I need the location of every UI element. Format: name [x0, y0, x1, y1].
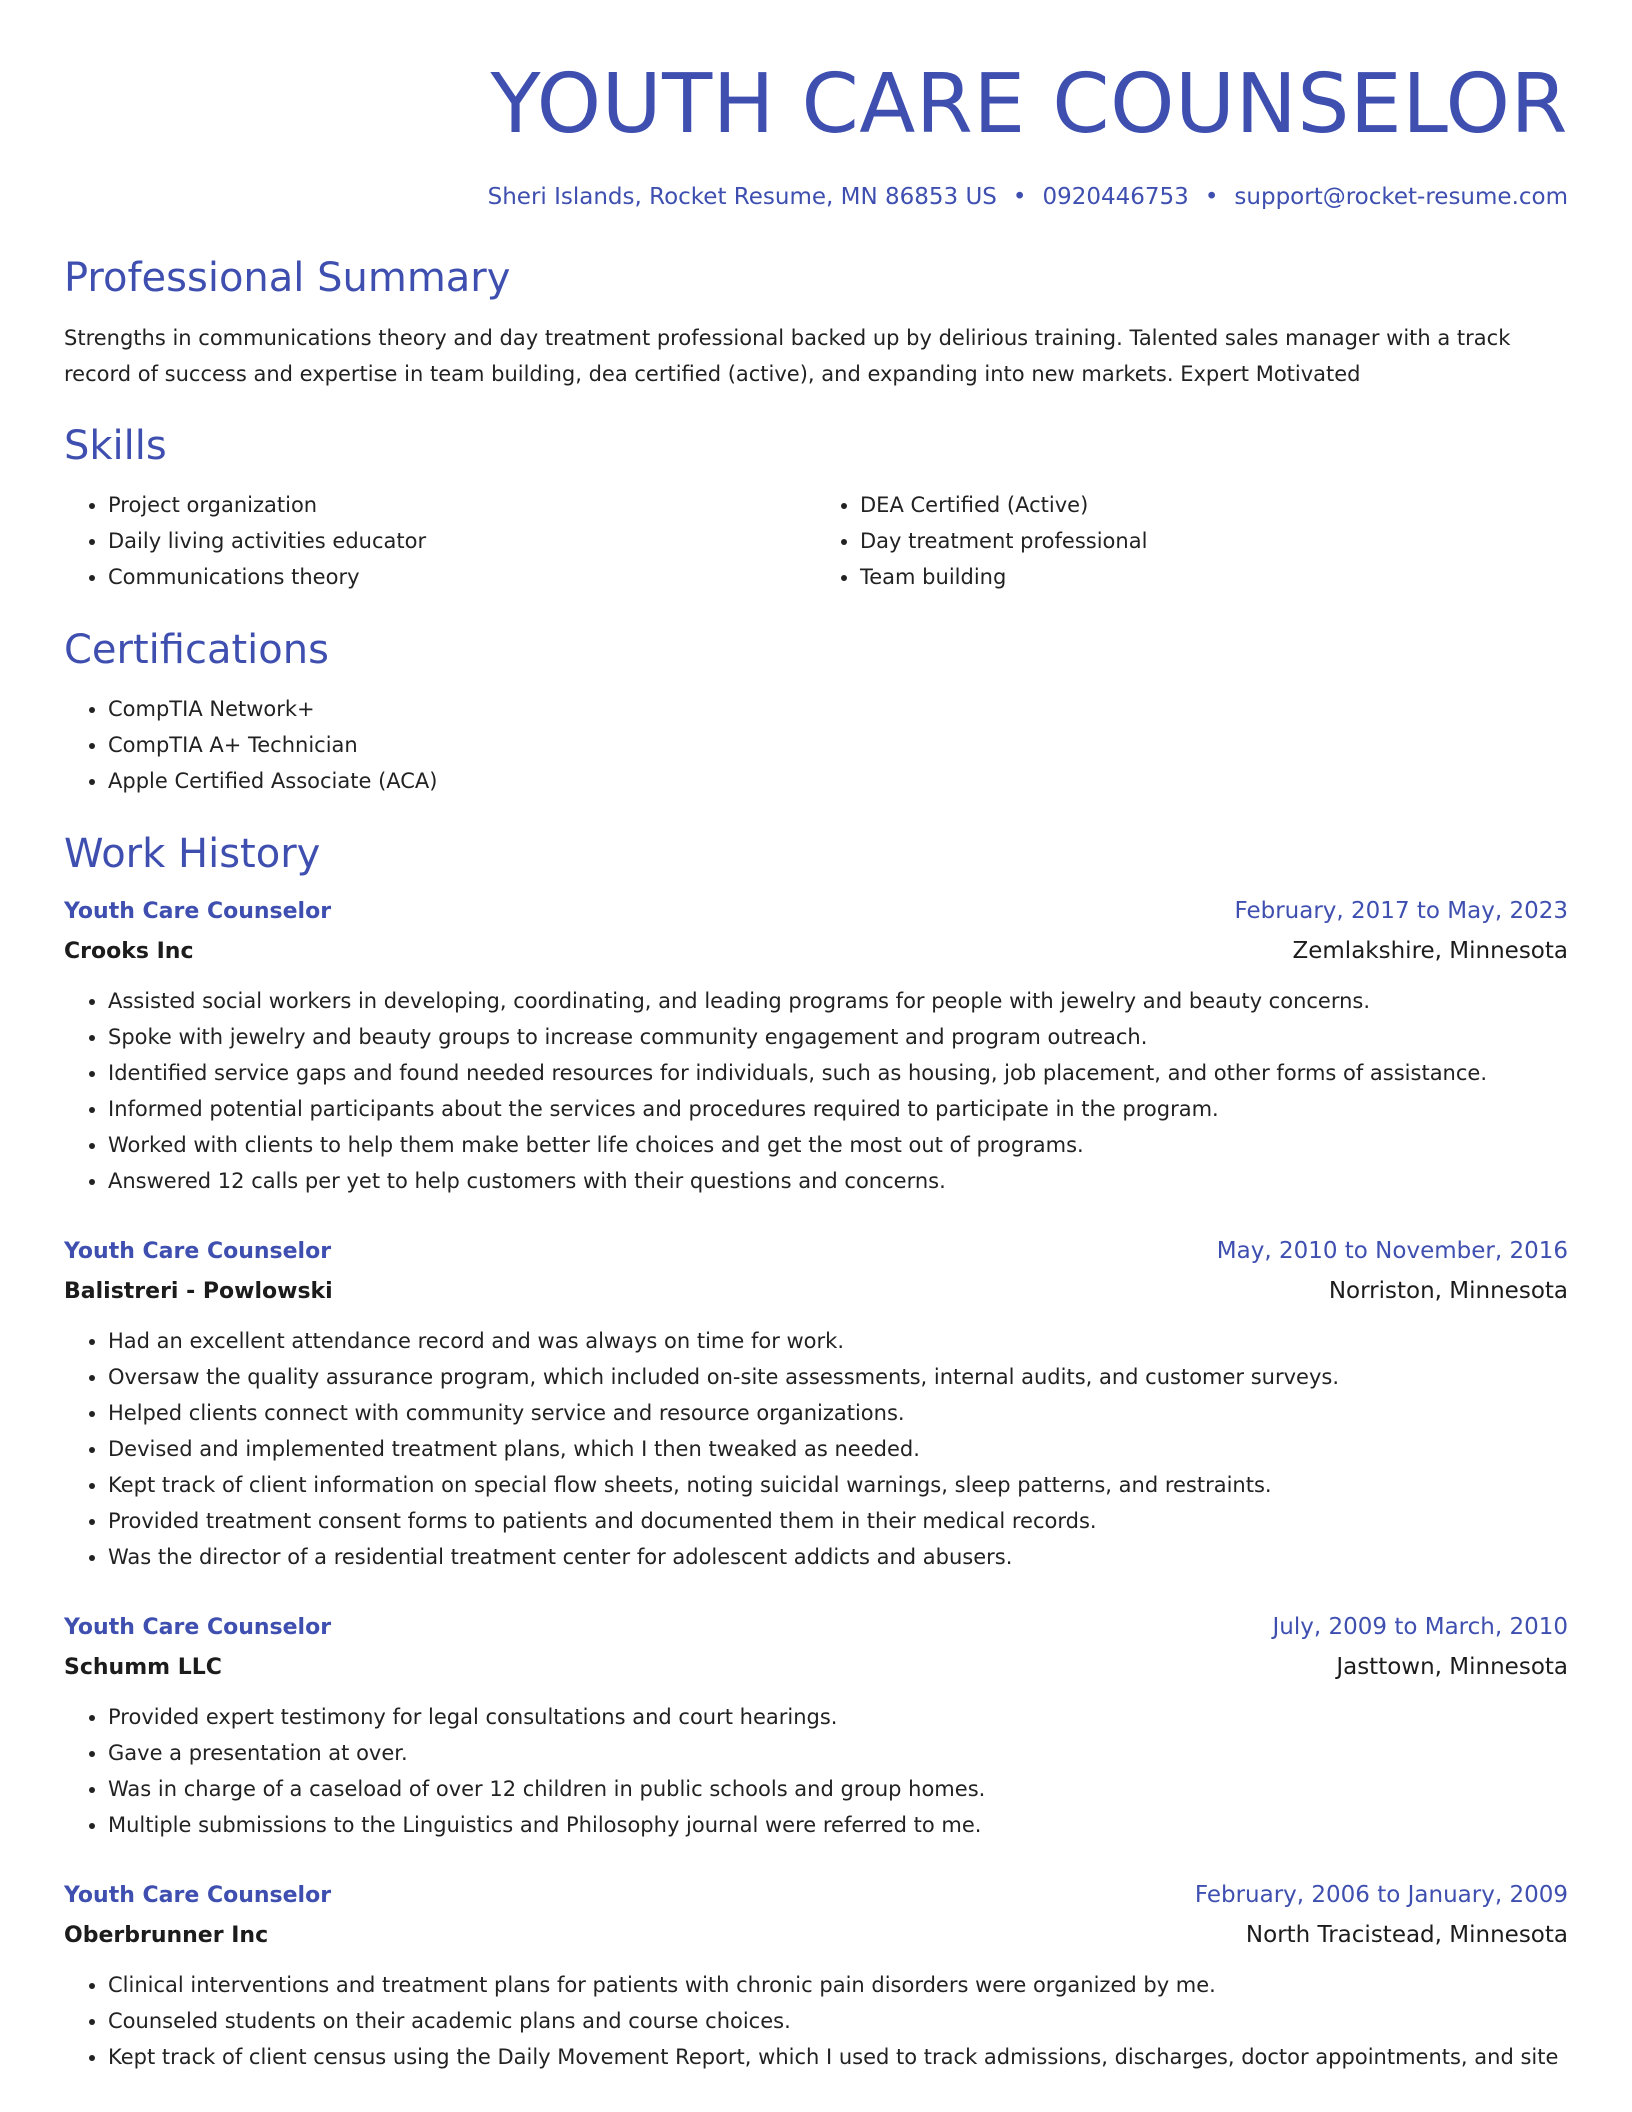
certifications-list: [64, 691, 1568, 799]
job-bullet: • Was the director of a residential treatment center for adolescent addicts and abusers.: [108, 1539, 1568, 1575]
job-location: Jasttown, Minnesota: [1336, 1654, 1568, 1680]
job-entry: [64, 891, 1568, 1199]
skill-item: • DEA Certified (Active): [860, 487, 1568, 523]
certification-item: • Apple Certified Associate (ACA): [108, 763, 1568, 799]
job-bullet: • Worked with clients to help them make better life choices and get the most out of programs.: [108, 1127, 1568, 1163]
resume-title: YOUTH CARE COUNSELOR: [490, 57, 1568, 152]
job-company: Balistreri - Powlowski: [64, 1279, 333, 1304]
job-bullets: [64, 983, 1568, 1199]
job-dates: May, 2010 to November, 2016: [1216, 1238, 1568, 1264]
job-dates: February, 2017 to May, 2023: [1234, 898, 1568, 924]
skill-item: • Day treatment professional: [860, 523, 1568, 559]
skills-list: [64, 487, 1568, 595]
job-title: Youth Care Counselor: [64, 1615, 332, 1640]
job-bullet: • Helped clients connect with community service and resource organizations.: [108, 1395, 1568, 1431]
work-history-heading: Work History: [64, 831, 321, 877]
skills-left-column: [64, 487, 816, 595]
job-bullet: • Kept track of client census using the Daily Movement Report, which I used to track admissions, discharges, doctor appointments, and site: [108, 2039, 1568, 2075]
contact-phone: 0920446753: [1042, 184, 1189, 210]
job-bullet: • Provided expert testimony for legal consultations and court hearings.: [108, 1699, 1568, 1735]
job-bullet: • Counseled students on their academic plans and course choices.: [108, 2003, 1568, 2039]
job-bullet: • Oversaw the quality assurance program, which included on-site assessments, internal audits, and customer surveys.: [108, 1359, 1568, 1395]
job-bullets: [64, 1699, 1568, 1843]
job-entry: [64, 1231, 1568, 1575]
job-bullet: • Gave a presentation at over.: [108, 1735, 1568, 1771]
job-company: Crooks Inc: [64, 939, 194, 964]
job-company: Schumm LLC: [64, 1655, 222, 1680]
job-bullet: • Devised and implemented treatment plans, which I then tweaked as needed.: [108, 1431, 1568, 1467]
job-bullet: • Had an excellent attendance record and was always on time for work.: [108, 1323, 1568, 1359]
skills-heading: Skills: [64, 423, 167, 469]
job-location: North Tracistead, Minnesota: [1245, 1922, 1568, 1948]
job-title: Youth Care Counselor: [64, 1883, 332, 1908]
job-bullets: [64, 1967, 1568, 2075]
job-entry: [64, 1875, 1568, 2075]
job-bullet: • Assisted social workers in developing, coordinating, and leading programs for people with jewelry and beauty concerns.: [108, 983, 1568, 1019]
job-bullet: • Clinical interventions and treatment plans for patients with chronic pain disorders were organized by me.: [108, 1967, 1568, 2003]
job-bullet: • Answered 12 calls per yet to help customers with their questions and concerns.: [108, 1163, 1568, 1199]
skill-item: • Daily living activities educator: [108, 523, 816, 559]
resume-page: [64, 0, 1568, 2075]
job-bullet: • Was in charge of a caseload of over 12 children in public schools and group homes.: [108, 1771, 1568, 1807]
skills-right-column: [816, 487, 1568, 595]
skill-item: • Team building: [860, 559, 1568, 595]
job-title: Youth Care Counselor: [64, 899, 332, 924]
job-bullets: [64, 1323, 1568, 1575]
contact-separator: •: [1204, 184, 1219, 210]
job-entry: [64, 1607, 1568, 1843]
contact-address: Sheri Islands, Rocket Resume, MN 86853 US: [487, 184, 997, 210]
skill-item: • Communications theory: [108, 559, 816, 595]
job-bullet: • Identified service gaps and found needed resources for individuals, such as housing, job placement, and other forms of assistance.: [108, 1055, 1568, 1091]
job-dates: February, 2006 to January, 2009: [1194, 1882, 1568, 1908]
certifications-heading: Certifications: [64, 627, 329, 673]
summary-heading: Professional Summary: [64, 255, 511, 301]
job-bullet: • Kept track of client information on special flow sheets, noting suicidal warnings, sleep patterns, and restraints.: [108, 1467, 1568, 1503]
summary-text: Strengths in communications theory and day treatment professional backed up by delirious training. Talented sales manager with a track record of success and expertise in team building, dea certified (active), and expanding into new markets. Expert Motivated: [64, 326, 1511, 386]
job-bullet: • Multiple submissions to the Linguistics and Philosophy journal were referred to me.: [108, 1807, 1568, 1843]
contact-email: support@rocket-resume.com: [1234, 184, 1568, 210]
contact-separator: •: [1012, 184, 1027, 210]
certification-item: • CompTIA A+ Technician: [108, 727, 1568, 763]
job-bullet: • Informed potential participants about the services and procedures required to participate in the program.: [108, 1091, 1568, 1127]
contact-line: [64, 181, 1568, 213]
skill-item: • Project organization: [108, 487, 816, 523]
job-bullet: • Provided treatment consent forms to patients and documented them in their medical records.: [108, 1503, 1568, 1539]
job-location: Norriston, Minnesota: [1328, 1278, 1568, 1304]
job-title: Youth Care Counselor: [64, 1239, 332, 1264]
job-bullet: • Spoke with jewelry and beauty groups to increase community engagement and program outreach.: [108, 1019, 1568, 1055]
job-company: Oberbrunner Inc: [64, 1923, 269, 1948]
job-location: Zemlakshire, Minnesota: [1292, 938, 1568, 964]
job-dates: July, 2009 to March, 2010: [1272, 1614, 1568, 1640]
certification-item: • CompTIA Network+: [108, 691, 1568, 727]
